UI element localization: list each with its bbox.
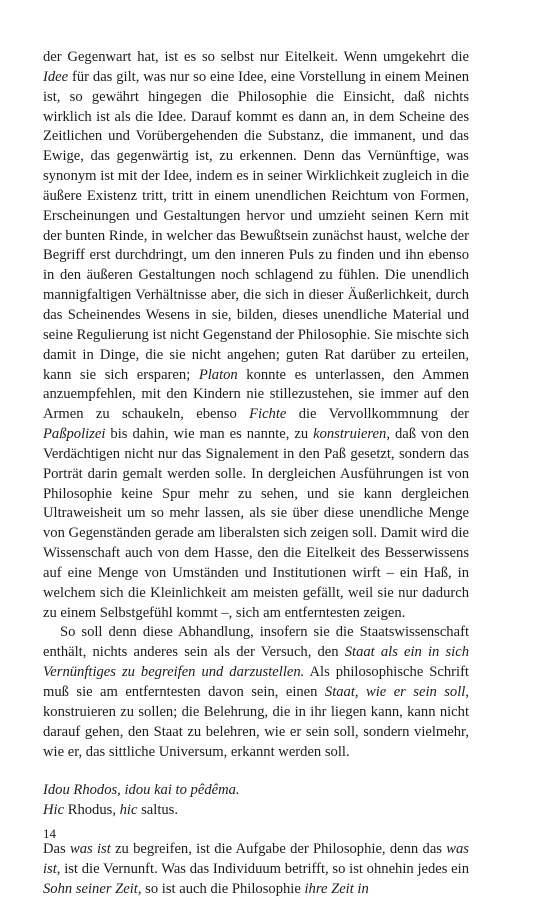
emphasis-text: hic — [119, 802, 138, 819]
paragraph-3: Das was ist zu begreifen, ist die Aufgabe der Philosophie, denn das was ist, ist die Vernunft. Was das Individuum betrifft, so ist ohnehin jedes ein Sohn seiner Zeit, so ist auch die Philosophie ihre Zeit in — [43, 841, 469, 897]
emphasis-text: konstruieren — [313, 426, 387, 443]
paragraph-1: der Gegenwart hat, ist es so selbst nur Eitelkeit. Wenn umgekehrt die Idee für das gilt, was nur so eine Idee, eine Vorstellung in einem Meinen ist, so gewährt hingegen die Philosophie die Einsicht, daß nichts wirklich ist als die Idee. Darauf kommt es dann an, in dem Scheine des Zeitlichen und Vorübergehenden die Substanz, die immanent, und das Ewige, das gegenwärtig ist, zu erkennen. Denn das Vernünftige, was synonym ist mit der Idee, indem es in seiner Wirklichkeit zugleich in die äußere Existenz tritt, tritt in einem unendlichen Reichtum von Formen, Erscheinungen und Gestaltungen hervor und umzieht seinen Kern mit der bunten Rinde, in welcher das Bewußtsein zunächst haust, welche der Begriff erst durchdringt, um den inneren Puls zu finden und ihn ebenso in den äußeren Gestaltungen noch schlagend zu fühlen. Die unendlich mannigfaltigen Verhältnisse aber, die sich in dieser Äußerlichkeit, durch das Scheinendes Wesens in sie, bilden, dieses unendliche Material und seine Regulierung ist nicht Gegenstand der Philosophie. Sie mischte sich damit in Dinge, die sie nicht angehen; guten Rat darüber zu erteilen, kann sie sich ersparen; Platon konnte es unterlassen, den Ammen anzuempfehlen, mit den Kindern nie stillezustehen, sie immer auf den Armen zu schaukeln, ebenso Fichte die Vervollkommnung der Paßpolizei bis dahin, wie man es nannte, zu konstruieren, daß von den Verdächtigen nicht nur das Signalement in den Paß gesetzt, sondern das Porträt darin gemalt werden solle. In dergleichen Ausführungen ist von Philosophie keine Spur mehr zu sehen, und sie kann dergleichen Ultraweisheit um so mehr lassen, als sie über diese unendliche Menge von Gegenständen gerade am liberalsten sich zeigen soll. Damit wird die Wissenschaft auch von dem Hasse, den die Eitelkeit des Besserwissens auf eine Menge von Umständen und Institutionen wirft – ein Haß, in welchem sich die Kleinlichkeit am meisten gefällt, weil sie nur dadurch zu einem Selbstgefühl kommt –, sich am entferntesten zeigen. — [43, 49, 469, 621]
motto-line-2: Hic Rhodus, hic saltus. — [43, 802, 179, 819]
page-body — [43, 48, 469, 900]
emphasis-text: Hic — [43, 802, 65, 819]
emphasis-text: ihre Zeit in — [304, 880, 369, 897]
emphasis-text: Idee — [43, 68, 69, 85]
emphasis-text: was ist — [43, 841, 469, 877]
section-gap — [43, 821, 469, 840]
motto-line-1 — [43, 781, 469, 801]
section-gap — [43, 762, 469, 781]
emphasis-text: Staat, wie er sein soll — [324, 684, 466, 700]
page-number: 14 — [43, 826, 56, 841]
emphasis-text: Fichte — [249, 406, 287, 423]
emphasis-text: Platon — [198, 366, 238, 383]
emphasis-text: Sohn seiner Zeit — [43, 880, 138, 897]
emphasis-text: Staat als ein in sich Vernünftiges zu begreifen und darzustellen. — [43, 644, 469, 681]
paragraph-2: So soll denn diese Abhandlung, insofern sie die Staatswissenschaft enthält, nichts anderes sein als der Versuch, den Staat als ein in sich Vernünftiges zu begreifen und darzustellen. Als philosophische Schrift muß sie am entferntesten davon sein, einen Staat, wie er sein soll, konstruieren zu sollen; die Belehrung, die in ihr liegen kann, kann nicht darauf gehen, den Staat zu belehren, wie er sein soll, sondern vielmehr, wie er, das sittliche Universum, erkannt werden soll. — [43, 624, 469, 760]
emphasis-text: Idou Rhodos, idou kai to pêdêma. — [43, 782, 240, 799]
emphasis-text: was ist — [69, 841, 111, 858]
emphasis-text: Paßpolizei — [43, 426, 106, 443]
